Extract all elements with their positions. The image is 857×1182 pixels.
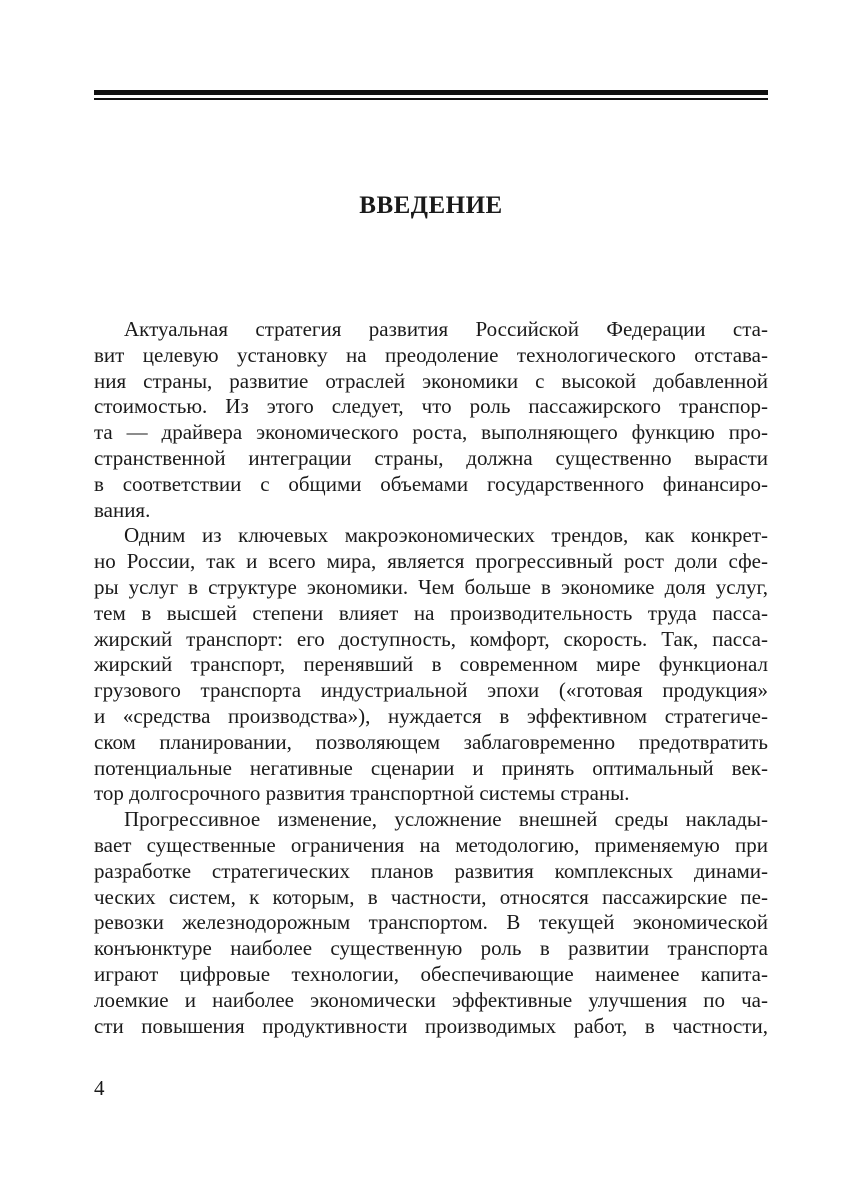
text-line: разработке стратегических планов развития комплексных динами- [94,858,768,883]
paragraph [94,317,768,523]
text-line: ния страны, развитие отраслей экономики с высокой добавленной [94,368,768,393]
text-line: вания. [94,497,151,522]
text-line: в соответствии с общими объемами государственного финансиро- [94,471,768,496]
text-line: стоимостью. Из этого следует, что роль пассажирского транспор- [94,394,768,419]
text-line: жирский транспорт: его доступность, комфорт, скорость. Так, пасса- [94,626,768,651]
text-line: потенциальные негативные сценарии и принять оптимальный век- [94,755,768,780]
paragraph [94,807,768,1039]
page-number: 4 [94,1076,105,1100]
text-line: вит целевую установку на преодоление технологического отстава- [94,342,768,367]
paragraph [94,523,768,807]
text-line: сти повышения продуктивности производимых работ, в частности, [94,1013,768,1038]
text-line: тем в высшей степени влияет на производительность труда пасса- [94,600,768,625]
text-line: вает существенные ограничения на методологию, применяемую при [94,832,768,857]
text-line: Одним из ключевых макроэкономических трендов, как конкрет- [124,523,768,548]
text-line: странственной интеграции страны, должна существенно вырасти [94,445,768,470]
text-line: ры услуг в структуре экономики. Чем больше в экономике доля услуг, [94,574,768,599]
text-line: ревозки железнодорожным транспортом. В текущей экономической [94,910,768,935]
text-line: лоемкие и наиболее экономически эффективные улучшения по ча- [94,987,768,1012]
text-line: Актуальная стратегия развития Российской Федерации ста- [124,317,768,341]
text-line: та — драйвера экономического роста, выполняющего функцию про- [94,420,768,445]
text-line: ском планировании, позволяющем заблаговременно предотвратить [94,729,768,754]
text-line: но России, так и всего мира, является прогрессивный рост доли сфе- [94,549,768,574]
text-line: конъюнктуре наиболее существенную роль в развитии транспорта [94,936,768,961]
text-line: и «средства производства»), нуждается в эффективном стратегиче- [94,703,768,728]
body-text [94,317,768,1039]
text-line: ческих систем, к которым, в частности, относятся пассажирские пе- [94,884,768,909]
text-line: тор долгосрочного развития транспортной системы страны. [94,781,630,806]
header-rule-thick [94,90,768,95]
text-line: жирский транспорт, перенявший в современном мире функционал [94,652,768,677]
text-line: грузового транспорта индустриальной эпохи («готовая продукция» [94,678,768,703]
chapter-title: ВВЕДЕНИЕ [359,192,503,219]
text-line: играют цифровые технологии, обеспечивающие наименее капита- [94,961,768,986]
text-line: Прогрессивное изменение, усложнение внешней среды наклады- [124,807,768,832]
header-rule-thin [94,98,768,100]
